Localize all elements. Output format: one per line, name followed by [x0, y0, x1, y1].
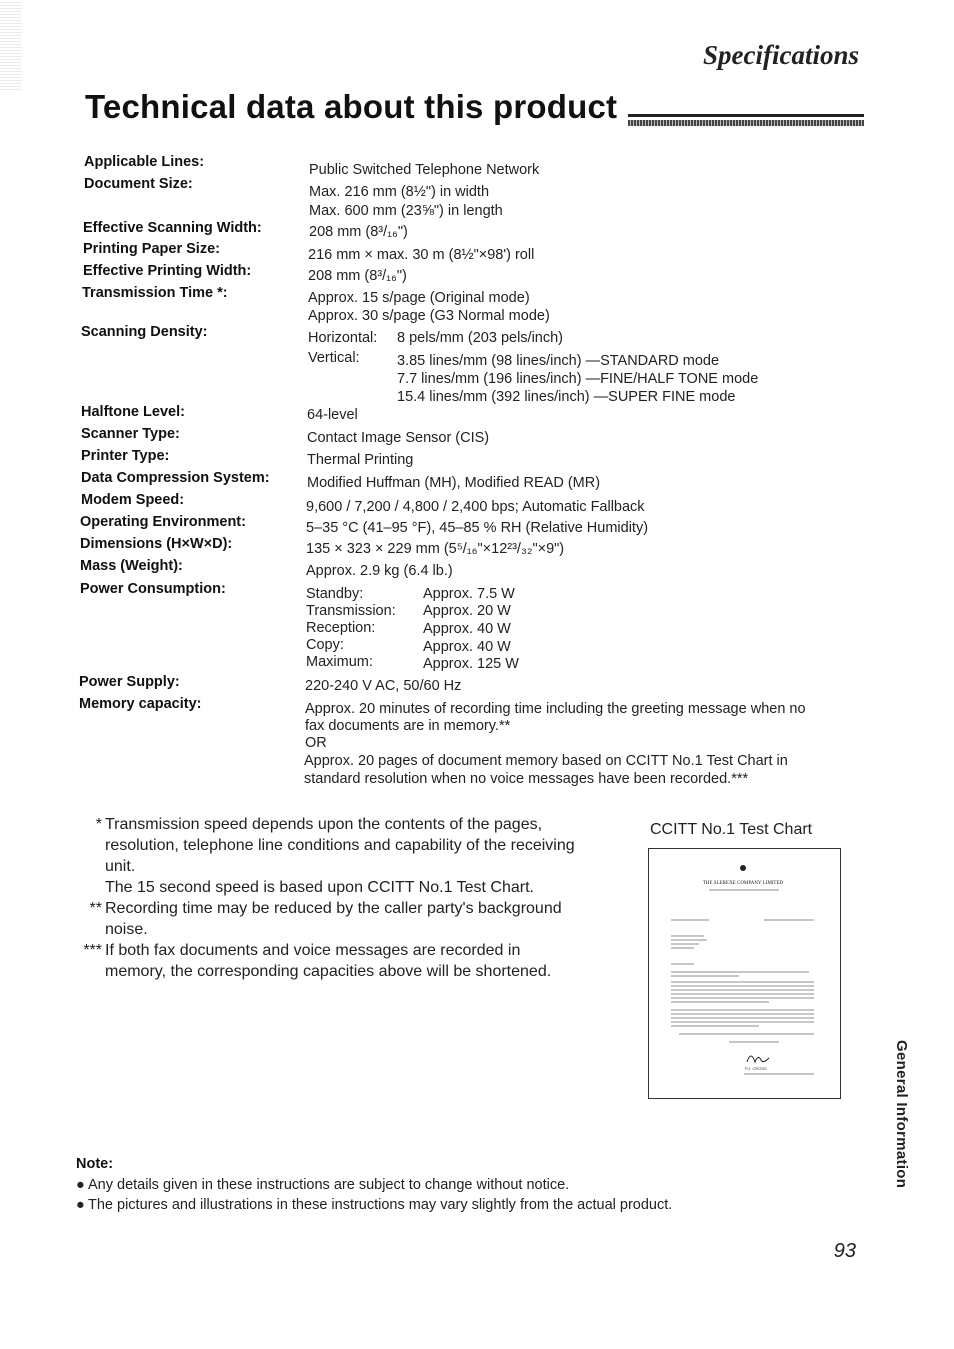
footnote-text: Recording time may be reduced by the caller party's background noise.: [105, 900, 562, 938]
signoff-text: P.J. CROSS: [745, 1066, 767, 1071]
footnote-mark: ***: [83, 942, 102, 959]
spec-value: 208 mm (8³/₁₆"): [309, 224, 408, 240]
spec-label: Applicable Lines:: [84, 154, 205, 170]
spec-label: Power Supply:: [79, 674, 180, 690]
spec-label: Operating Environment:: [80, 514, 246, 530]
footnote-mark: **: [89, 900, 102, 917]
power-mode: Transmission:: [306, 603, 396, 619]
note-item: [76, 1195, 672, 1215]
spec-value: 220-240 V AC, 50/60 Hz: [305, 678, 462, 694]
letter-body-lines: [671, 890, 814, 1074]
spec-value: standard resolution when no voice messages have been recorded.***: [304, 771, 749, 787]
title-rule-pattern: [628, 120, 864, 126]
spec-label: Dimensions (H×W×D):: [80, 536, 233, 552]
spec-value: 7.7 lines/mm (196 lines/inch) —FINE/HALF TONE mode: [397, 371, 759, 387]
spec-value: Approx. 2.9 kg (6.4 lb.): [306, 563, 453, 579]
spec-value: 8 pels/mm (203 pels/inch): [397, 330, 564, 346]
page-title: Technical data about this product: [85, 88, 618, 125]
footnote-1: [80, 814, 580, 898]
spec-value: Contact Image Sensor (CIS): [307, 430, 490, 446]
spec-label: Mass (Weight):: [80, 558, 183, 574]
section-side-tab: General Information: [893, 1040, 910, 1189]
spec-value: Approx. 30 s/page (G3 Normal mode): [308, 308, 550, 324]
test-chart-letter: [649, 848, 840, 1098]
spec-value: Max. 600 mm (23⅝") in length: [309, 203, 503, 219]
spec-value: Modified Huffman (MH), Modified READ (MR): [307, 475, 601, 491]
spec-value: Public Switched Telephone Network: [309, 162, 540, 178]
power-value: Approx. 7.5 W: [423, 586, 515, 602]
power-value: Approx. 40 W: [423, 639, 511, 655]
title-rule: [628, 114, 864, 117]
spec-sublabel: Vertical:: [308, 350, 360, 366]
note-item: [76, 1175, 672, 1195]
footnotes: [80, 814, 580, 982]
test-chart-image: [648, 848, 841, 1099]
footnote-2: [80, 898, 580, 940]
spec-value: 135 × 323 × 229 mm (5⁵/₁₆"×12²³/₃₂"×9"): [306, 541, 565, 557]
spec-value: 64-level: [307, 407, 358, 423]
spec-value: Max. 216 mm (8½") in width: [309, 184, 490, 200]
spec-label: Effective Printing Width:: [83, 263, 252, 279]
power-mode: Copy:: [306, 637, 344, 653]
test-chart-caption: CCITT No.1 Test Chart: [650, 821, 813, 838]
spec-sublabel: Horizontal:: [308, 330, 378, 346]
power-value: Approx. 125 W: [423, 656, 519, 672]
power-mode: Reception:: [306, 620, 376, 636]
spec-value: 5–35 °C (41–95 °F), 45–85 % RH (Relative Humidity): [306, 520, 649, 536]
bullet-icon: ●: [76, 1177, 85, 1193]
spec-value: 3.85 lines/mm (98 lines/inch) —STANDARD mode: [397, 353, 720, 369]
spec-value: 9,600 / 7,200 / 4,800 / 2,400 bps; Automatic Fallback: [306, 499, 645, 515]
spec-value: 15.4 lines/mm (392 lines/inch) —SUPER FINE mode: [397, 389, 736, 405]
spec-value: OR: [305, 735, 327, 751]
spec-value: fax documents are in memory.**: [305, 718, 511, 734]
spec-value: 216 mm × max. 30 m (8½"×98') roll: [308, 247, 535, 263]
power-mode: Standby:: [306, 586, 364, 602]
footnote-text: If both fax documents and voice messages are recorded in memory, the corresponding capacities above will be shortened.: [105, 942, 552, 980]
footnote-3: [80, 940, 580, 982]
spec-label: Scanning Density:: [81, 324, 208, 340]
note-list: [76, 1175, 672, 1215]
footnote-mark: *: [95, 816, 102, 833]
spec-label: Document Size:: [84, 176, 193, 192]
spec-label: Data Compression System:: [81, 470, 270, 486]
spec-label: Printer Type:: [81, 448, 170, 464]
power-value: Approx. 20 W: [423, 603, 511, 619]
footnote-text: The 15 second speed is based upon CCITT No.1 Test Chart.: [105, 879, 534, 896]
spec-value: Approx. 20 pages of document memory based on CCITT No.1 Test Chart in: [304, 753, 788, 769]
note-item-text: Any details given in these instructions are subject to change without notice.: [88, 1177, 570, 1193]
spec-label: Modem Speed:: [81, 492, 185, 508]
page-number: 93: [833, 1240, 856, 1262]
spec-value: Approx. 20 minutes of recording time including the greeting message when no: [305, 701, 806, 717]
spec-label: Transmission Time *:: [82, 285, 228, 301]
spec-value: Thermal Printing: [307, 452, 414, 468]
spec-label: Effective Scanning Width:: [83, 220, 262, 236]
power-mode: Maximum:: [306, 654, 373, 670]
footnote-text: Transmission speed depends upon the contents of the pages, resolution, telephone line conditions and capability of the receiving unit.: [105, 816, 575, 875]
spec-label: Halftone Level:: [81, 404, 185, 420]
section-header: Specifications: [703, 40, 859, 70]
spec-label: Scanner Type:: [81, 426, 180, 442]
note-heading: Note:: [76, 1156, 114, 1172]
bullet-icon: ●: [76, 1197, 85, 1213]
note-item-text: The pictures and illustrations in these instructions may vary slightly from the actual product.: [88, 1197, 673, 1213]
spec-label: Memory capacity:: [79, 696, 202, 712]
spec-label: Printing Paper Size:: [83, 241, 220, 257]
spec-label: Power Consumption:: [80, 581, 226, 597]
power-value: Approx. 40 W: [423, 621, 511, 637]
logo-mark: [740, 865, 746, 871]
spec-value: 208 mm (8³/₁₆"): [308, 268, 407, 284]
spec-value: Approx. 15 s/page (Original mode): [308, 290, 530, 306]
signature-mark: [747, 1056, 769, 1062]
scan-artifact: [0, 0, 22, 90]
letterhead-text: THE SLEREXE COMPANY LIMITED: [702, 881, 784, 886]
